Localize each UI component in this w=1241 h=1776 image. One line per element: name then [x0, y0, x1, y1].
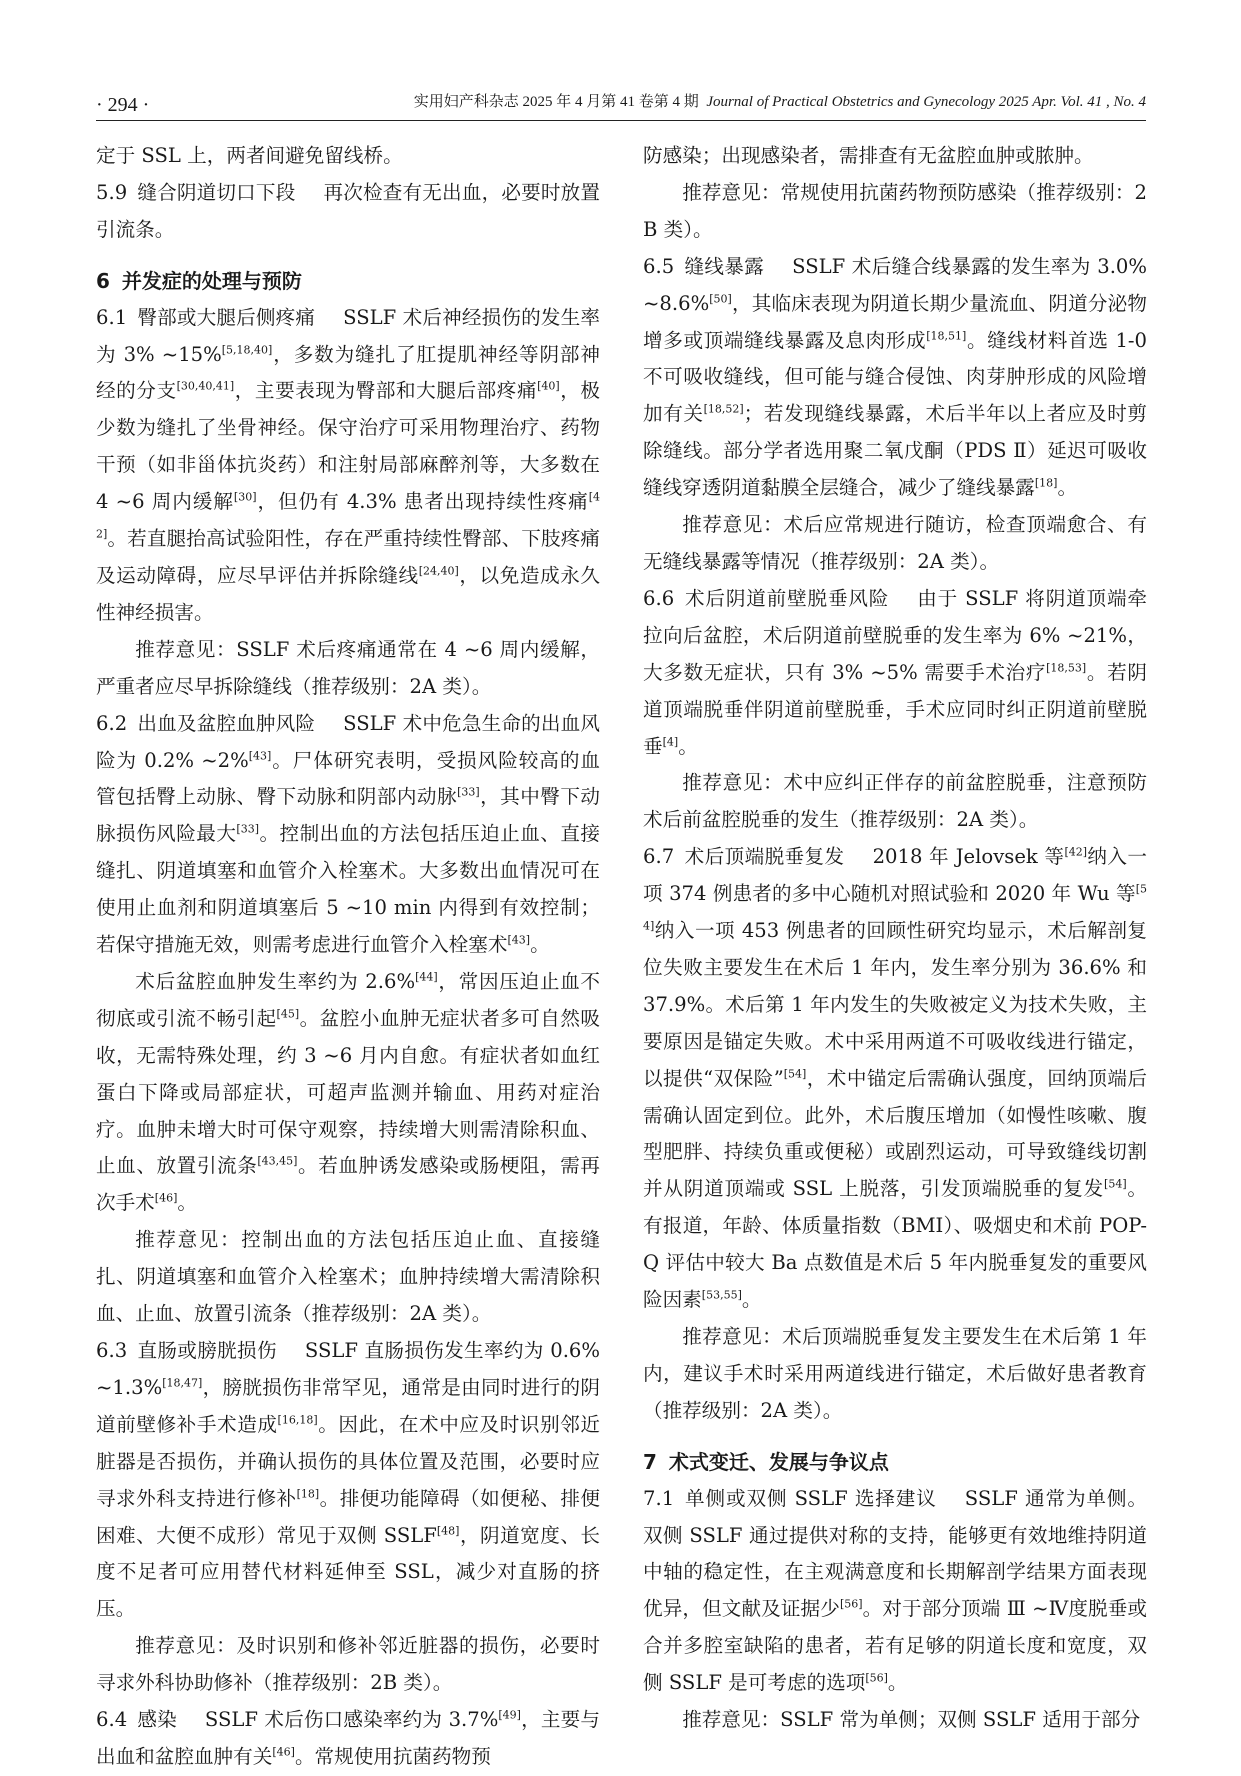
text: SSLF 术后缝合线暴露的发生率为 3.0% ~8.6%	[643, 254, 1148, 315]
text: ，常因压迫止血不彻底或引流不畅引起	[96, 969, 601, 1030]
text: 。若血肿诱发感染或肠梗阻，需再次手术	[96, 1154, 601, 1215]
section-number: 6.6	[643, 586, 675, 610]
text: 纳入一项 453 例患者的回顾性研究均显示，术后解剖复位失败主要发生在术后 1 年内，发生率分别为 36.6% 和 37.9%。术后第 1 年内发生的失败被定义为技术失败，主要原因是锚定失败。术中采用两道不可吸收线进行锚定，以提供“双保险”	[643, 919, 1147, 1090]
text: 。常规使用抗菌药物预	[294, 1744, 491, 1768]
section-number: 6.3	[96, 1339, 128, 1362]
text: 纳入一项 374 例患者的多中心随机对照试验和 2020 年 Wu 等	[643, 845, 1148, 906]
running-header	[96, 86, 1146, 122]
section-title: 术后阴道前壁脱垂风险	[684, 586, 890, 610]
section-title: 直肠或膀胱损伤	[137, 1339, 277, 1362]
text: 。若直腿抬高试验阳性，存在严重持续性臀部、下肢疼痛及运动障碍，应尽早评估并拆除缝线	[96, 527, 600, 587]
page-number: · 294 ·	[96, 94, 150, 116]
citation: [30]	[233, 490, 257, 504]
paragraph: 防感染；出现感染者，需排查有无盆腔血肿或脓肿。	[643, 144, 1094, 167]
citation: [43]	[248, 748, 272, 762]
citation: [18,47]	[162, 1376, 203, 1390]
citation: [56]	[865, 1671, 888, 1685]
section-heading-6	[96, 263, 600, 300]
text: ，多数为缝扎了肛提肌神经等阴部神经的分支	[96, 342, 601, 403]
citation: [48]	[436, 1524, 460, 1537]
citation: [16,18]	[277, 1413, 318, 1427]
citation: [49]	[498, 1708, 521, 1722]
text: 。若阴道顶端脱垂伴阴道前壁脱垂，手术应同时纠正阴道前壁脱垂	[643, 660, 1147, 758]
recommendation: 推荐意见：术中应纠正伴存的前盆腔脱垂，注意预防术后前盆腔脱垂的发生（推荐级别：2A 类）。	[643, 771, 1147, 832]
citation: [18,52]	[703, 402, 744, 416]
text: 。有报道，年龄、体质量指数（BMI）、吸烟史和术前 POP-Q 评估中较大 Ba 点数值是术后 5 年内脱垂复发的重要风险因素	[643, 1177, 1147, 1312]
section-title: 出血及盆腔血肿风险	[137, 711, 316, 735]
text: ，以免造成永久性神经损害。	[96, 563, 601, 624]
text: 。尸体研究表明，受损风险较高的血管包括臀上动脉、臀下动脉和阴部内动脉	[96, 748, 600, 809]
text: 由于 SSLF 将阴道顶端牵拉向后盆腔，术后阴道前壁脱垂的发生率为 6% ~21%，大多数无症状，只有 3% ~5% 需要手术治疗	[643, 586, 1147, 684]
recommendation: 推荐意见：术后应常规进行随访，检查顶端愈合、有无缝线暴露等情况（推荐级别：2A 类）。	[643, 513, 1147, 573]
citation: [46]	[272, 1745, 295, 1759]
text: ，其临床表现为阴道长期少量流血、阴道分泌物增多或顶端缝线暴露及息肉形成	[643, 291, 1147, 352]
text: ，阴道宽度、长度不足者可应用替代材料延伸至 SSL，减少对直肠的挤压。	[96, 1523, 600, 1621]
citation: [54]	[1104, 1177, 1127, 1191]
text: 。	[678, 734, 698, 758]
citation: [18]	[1034, 476, 1058, 490]
citation: [54]	[643, 882, 1147, 933]
journal-title-en: Journal of Practical Obstetrics and Gynecology 2025 Apr. Vol. 41 , No. 4	[706, 94, 1146, 110]
citation: [18,51]	[926, 329, 967, 342]
citation: [33]	[236, 822, 260, 836]
text: ，极少数为缝扎了坐骨神经。保守治疗可采用物理治疗、药物干预（如非甾体抗炎药）和注射局部麻醉剂等，大多数在 4 ~6 周内缓解	[96, 379, 601, 514]
text: 术后盆腔血肿发生率约为 2.6%	[135, 969, 416, 993]
text: ，术中锚定后需确认强度，回纳顶端后需确认固定到位。此外，术后腹压增加（如慢性咳嗽、腹型肥胖、持续负重或便秘）或剧烈运动，可导致缝线切割并从阴道顶端或 SSL 上脱落，引发顶端脱垂的复发	[643, 1066, 1147, 1201]
section-6-6	[643, 581, 1147, 766]
text: 。缝线材料首选 1-0 不可吸收缝线，但可能与缝合侵蚀、肉芽肿形成的风险增加有关	[643, 328, 1148, 426]
text: SSLF 术后神经损伤的发生率为 3% ~15%	[96, 305, 600, 366]
text: 。	[1057, 476, 1078, 500]
text: ，其中臀下动脉损伤风险最大	[96, 785, 601, 846]
left-column	[96, 138, 600, 1776]
recommendation: 推荐意见：控制出血的方法包括压迫止血、直接缝扎、阴道填塞和血管介入栓塞术；血肿持续增大需清除积血、止血、放置引流条（推荐级别：2A 类）。	[96, 1228, 600, 1326]
text: SSLF 术后伤口感染率约为 3.7%	[204, 1708, 499, 1732]
section-6-4	[96, 1702, 600, 1776]
text: 。因此，在术中应及时识别邻近脏器是否损伤，并确认损伤的具体位置及范围，必要时应寻求外科支持进行修补	[96, 1412, 601, 1510]
section-number: 6.1	[96, 305, 128, 329]
citation: [53,55]	[701, 1288, 742, 1302]
citation: [42]	[1064, 845, 1088, 859]
citation: [5,18,40]	[221, 343, 273, 356]
header-rule	[96, 120, 1146, 121]
text: ，主要表现为臀部和大腿后部疼痛	[234, 379, 538, 403]
section-6-5	[643, 249, 1147, 507]
citation: [24,40]	[418, 564, 459, 578]
recommendation: 推荐意见：术后顶端脱垂复发主要发生在术后第 1 年内，建议手术时采用两道线进行锚定，术后做好患者教育（推荐级别：2A 类）。	[643, 1325, 1147, 1422]
section-title: 术后顶端脱垂复发	[684, 845, 845, 869]
citation: [56]	[839, 1597, 863, 1611]
section-number: 6.5	[643, 254, 675, 278]
recommendation: 推荐意见：常规使用抗菌药物预防感染（推荐级别：2B 类）。	[643, 180, 1147, 241]
section-6-2	[96, 706, 600, 964]
section-number: 7.1	[643, 1486, 675, 1510]
citation: [44]	[415, 970, 438, 984]
text: SSLF 术中危急生命的出血风险为 0.2% ~2%	[96, 711, 600, 772]
citation: [54]	[783, 1067, 807, 1081]
citation: [18,53]	[1046, 661, 1087, 675]
section-title: 单侧或双侧 SSLF 选择建议	[684, 1486, 937, 1510]
section-6-7	[643, 839, 1147, 1319]
heading-title: 并发症的处理与预防	[121, 268, 302, 293]
paragraph: 定于 SSL 上，两者间避免留线桥。	[96, 144, 403, 167]
section-title: 缝合阴道切口下段	[137, 180, 296, 204]
section-number: 6.7	[643, 845, 675, 869]
text: 。控制出血的方法包括压迫止血、直接缝扎、阴道填塞和血管介入栓塞术。大多数出血情况可在使用止血剂和阴道填塞后 5 ~10 min 内得到有效控制；若保守措施无效，则需考虑进行血管介入栓塞术	[96, 822, 601, 957]
citation: [33]	[457, 785, 480, 799]
right-column	[643, 138, 1147, 1739]
section-number: 5.9	[96, 180, 128, 204]
heading-number: 6	[96, 268, 110, 293]
section-number: 6.2	[96, 711, 128, 735]
recommendation: 推荐意见：SSLF 常为单侧；双侧 SSLF 适用于部分	[682, 1708, 1141, 1732]
text: ，主要与出血和盆腔血肿有关	[96, 1708, 601, 1768]
text: 。对于部分顶端 Ⅲ ~Ⅳ度脱垂或合并多腔室缺陷的患者，若有足够的阴道长度和宽度，双侧 SSLF 是可考虑的选项	[643, 1597, 1148, 1695]
section-title: 臀部或大腿后侧疼痛	[137, 305, 316, 329]
citation: [43,45]	[257, 1154, 298, 1168]
citation: [43]	[507, 933, 531, 947]
citation: [46]	[154, 1191, 178, 1205]
citation: [45]	[276, 1007, 300, 1021]
text: 2018 年 Jelovsek 等	[872, 845, 1065, 869]
journal-citation	[414, 90, 1146, 111]
citation: [50]	[709, 292, 732, 306]
section-5-9	[96, 175, 600, 249]
section-6-3	[96, 1333, 600, 1628]
section-title: 感染	[137, 1708, 177, 1732]
text: SSLF 通常为单侧。双侧 SSLF 通过提供对称的支持，能够更有效地维持阴道中轴的稳定性，在主观满意度和长期解剖学结果方面表现优异，但文献及证据少	[643, 1486, 1147, 1621]
recommendation: 推荐意见：及时识别和修补邻近脏器的损伤，必要时寻求外科协助修补（推荐级别：2B 类）。	[96, 1634, 600, 1695]
text: 。	[530, 933, 550, 957]
citation: [18]	[296, 1487, 320, 1501]
text: 。	[177, 1191, 197, 1215]
text: 再次检查有无出血，必要时放置引流条。	[96, 180, 601, 241]
text: ；若发现缝线暴露，术后半年以上者应及时剪除缝线。部分学者选用聚二氧戊酮（PDS Ⅱ）延迟可吸收缝线穿透阴道黏膜全层缝合，减少了缝线暴露	[643, 402, 1148, 500]
text: 。盆腔小血肿无症状者多可自然吸收，无需特殊处理，约 3 ~6 月内自愈。有症状者如血红蛋白下降或局部症状，可超声监测并输血、用药对症治疗。血肿未增大时可保守观察，持续增大则需清除积血、止血、放置引流条	[96, 1006, 601, 1178]
citation: [40]	[537, 379, 560, 393]
text: ，膀胱损伤非常罕见，通常是由同时进行的阴道前壁修补手术造成	[96, 1375, 600, 1436]
citation: [4]	[662, 734, 679, 748]
text: ，但仍有 4.3% 患者出现持续性疼痛	[256, 490, 589, 514]
text: 。	[741, 1288, 762, 1312]
text: 。	[887, 1671, 908, 1695]
paragraph	[96, 964, 600, 1222]
section-title: 缝线暴露	[684, 254, 765, 278]
citation: [42]	[96, 490, 600, 541]
heading-number: 7	[643, 1449, 657, 1474]
section-6-1	[96, 300, 600, 632]
citation: [30,40,41]	[176, 379, 235, 393]
recommendation: 推荐意见：SSLF 术后疼痛通常在 4 ~6 周内缓解，严重者应尽早拆除缝线（推荐级别：2A 类）。	[96, 637, 600, 698]
section-7-1	[643, 1481, 1147, 1702]
journal-title-cn: 实用妇产科杂志 2025 年 4 月第 41 卷第 4 期	[413, 94, 699, 110]
section-number: 6.4	[96, 1708, 128, 1732]
heading-title: 术式变迁、发展与争议点	[668, 1449, 889, 1474]
section-heading-7	[643, 1444, 1147, 1481]
text: SSLF 直肠损伤发生率约为 0.6% ~1.3%	[96, 1339, 601, 1399]
text: 。排便功能障碍（如便秘、排便困难、大便不成形）常见于双侧 SSLF	[96, 1486, 601, 1547]
